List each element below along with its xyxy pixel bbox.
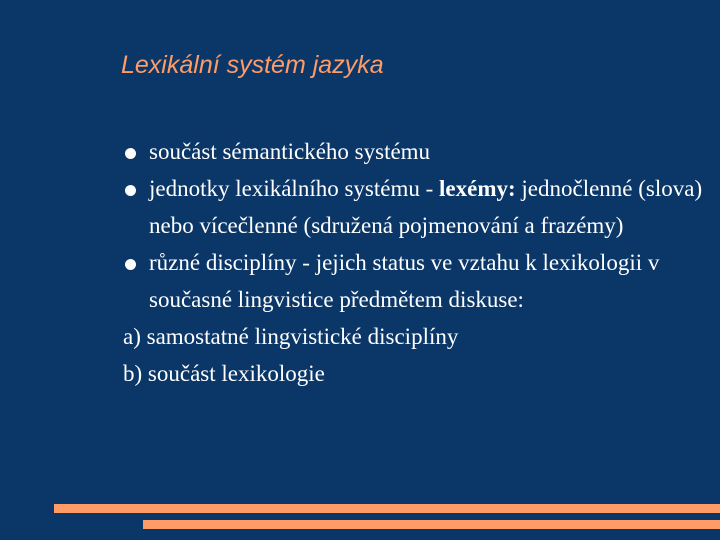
decorative-rule-top <box>54 504 720 513</box>
option-line-b: b) součást lexikologie <box>123 361 325 386</box>
bullet-item <box>123 170 703 244</box>
slide-body <box>123 133 703 392</box>
bullet-text: součást sémantického systému <box>149 139 431 164</box>
bullet-text-continuation: jednočlenné (slova) nebo vícečlenné (sdružená pojmenování a frazémy) <box>149 176 703 238</box>
bullet-text: různé disciplíny - jejich status ve vztahu k lexikologii v současné lingvistice předmětem diskuse: <box>149 250 660 312</box>
option-line-a: a) samostatné lingvistické disciplíny <box>123 324 459 349</box>
bullet-item <box>123 244 703 318</box>
decorative-rule-bottom <box>143 520 720 529</box>
bullet-dot-icon <box>125 185 136 196</box>
bullet-dot-icon <box>125 148 136 159</box>
slide-title: Lexikální systém jazyka <box>121 51 384 79</box>
bullet-item <box>123 133 703 170</box>
bullet-bold-term: lexémy: <box>439 176 516 201</box>
bullet-dot-icon <box>125 259 136 270</box>
bullet-text: jednotky lexikálního systému - <box>149 176 440 201</box>
bullet-list <box>123 133 703 318</box>
